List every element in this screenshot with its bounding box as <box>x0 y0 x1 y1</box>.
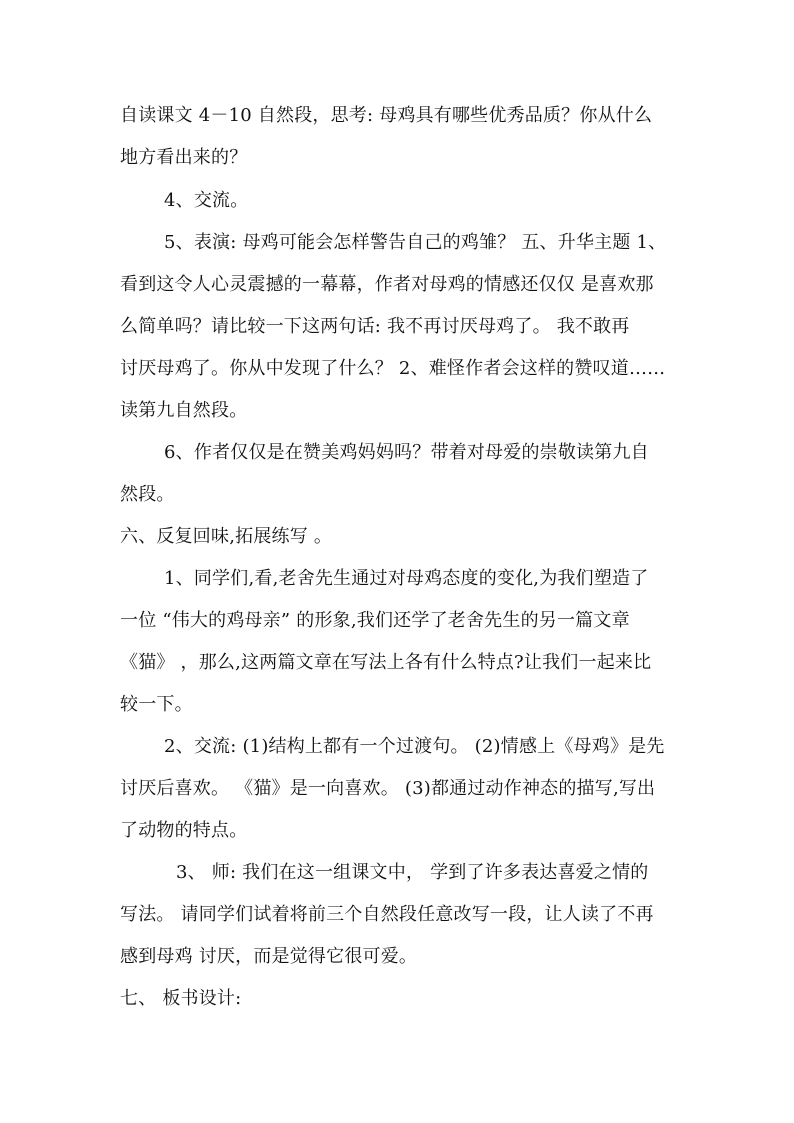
paragraph-line: 了动物的特点。 <box>120 820 248 841</box>
paragraph-line: 自读课文 4－10 自然段，思考: 母鸡具有哪些优秀品质？你从什么 <box>120 105 653 126</box>
paragraph-line: 一位 “伟大的鸡母亲” 的形象,我们还学了老舍先生的另一篇文章 <box>120 610 630 631</box>
paragraph-line: 写法。 请同学们试着将前三个自然段任意改写一段，让人读了不再 <box>120 904 654 925</box>
paragraph-line: 较一下。 <box>120 694 193 715</box>
paragraph-line: 然段。 <box>120 484 175 505</box>
paragraph-line: 3、 师: 我们在这一组课文中， 学到了许多表达喜爱之情的 <box>176 862 649 883</box>
paragraph-line: 4、交流。 <box>164 190 249 211</box>
paragraph-line: 么简单吗？请比较一下这两句话: 我不再讨厌母鸡了。 我不敢再 <box>120 316 630 337</box>
paragraph-line: 1、同学们,看,老舍先生通过对母鸡态度的变化,为我们塑造了 <box>164 568 649 589</box>
paragraph-line: 讨厌后喜欢。 《猫》是一向喜欢。 (3)都通过动作神态的描写,写出 <box>120 778 656 799</box>
paragraph-line: 2、交流: (1)结构上都有一个过渡句。 (2)情感上《母鸡》是先 <box>164 736 665 757</box>
paragraph-line: 《猫》 ，那么,这两篇文章在写法上各有什么特点?让我们一起来比 <box>120 652 652 673</box>
paragraph-line: 地方看出来的？ <box>120 147 248 168</box>
paragraph-line: 6、作者仅仅是在赞美鸡妈妈吗？带着对母爱的崇敬读第九自 <box>164 442 649 463</box>
paragraph-line: 看到这令人心灵震撼的一幕幕，作者对母鸡的情感还仅仅 是喜欢那 <box>120 274 654 295</box>
section-heading: 七、 板书设计: <box>120 988 242 1009</box>
paragraph-line: 感到母鸡 讨厌，而是觉得它很可爱。 <box>120 946 418 967</box>
paragraph-line: 读第九自然段。 <box>120 400 248 421</box>
paragraph-line: 讨厌母鸡了。你从中发现了什么？ 2、难怪作者会这样的赞叹道…… <box>120 358 666 379</box>
section-heading: 六、反复回味,拓展练写 。 <box>120 526 333 547</box>
paragraph-line: 5、表演: 母鸡可能会怎样警告自己的鸡雏？ 五、升华主题 1、 <box>164 232 667 253</box>
